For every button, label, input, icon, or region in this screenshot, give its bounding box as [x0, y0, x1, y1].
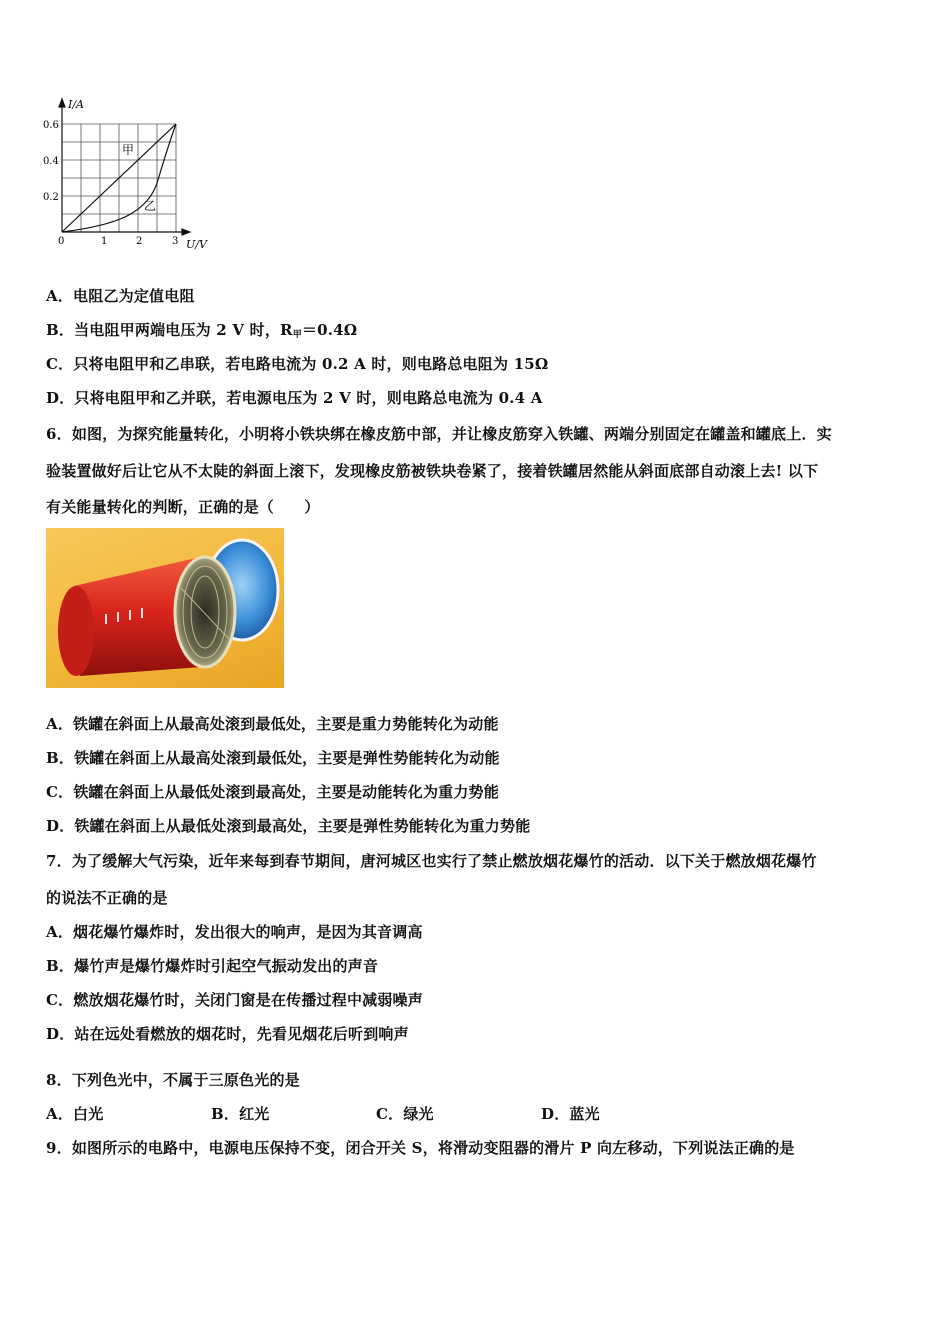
label-jia: 甲 [122, 143, 135, 157]
q5-option-c: C．只将电阻甲和乙串联，若电路电流为 0.2 A 时，则电路总电阻为 15Ω [46, 355, 549, 373]
q5-option-b-subscript: 甲 [292, 330, 302, 340]
y-tick-0.2: 0.2 [43, 192, 59, 203]
q7-stem-line-2: 的说法不正确的是 [46, 889, 168, 907]
x-tick-3: 3 [172, 236, 179, 247]
iron-can-photo [46, 528, 284, 688]
y-tick-0.6: 0.6 [43, 120, 59, 131]
q8-option-c: C．绿光 [376, 1105, 434, 1123]
q5-option-b-text: B．当电阻甲两端电压为 2 V 时，R [46, 321, 293, 339]
q7-option-b: B．爆竹声是爆竹爆炸时引起空气振动发出的声音 [46, 957, 379, 975]
x-tick-0: 0 [58, 236, 65, 247]
x-axis-label: U/V [186, 238, 207, 251]
iron-can-illustration [46, 528, 284, 688]
iu-graph [40, 96, 220, 256]
q5-option-b-tail: ＝0.4Ω [301, 321, 358, 339]
q6-option-b: B．铁罐在斜面上从最高处滚到最低处，主要是弹性势能转化为动能 [46, 749, 500, 767]
y-axis-label: I/A [68, 98, 84, 111]
label-yi: 乙 [144, 199, 157, 213]
y-tick-0.4: 0.4 [43, 156, 59, 167]
q7-option-c: C．燃放烟花爆竹时，关闭门窗是在传播过程中减弱噪声 [46, 991, 423, 1009]
q8-stem: 8．下列色光中，不属于三原色光的是 [46, 1071, 300, 1089]
q5-option-a: A．电阻乙为定值电阻 [46, 287, 195, 305]
can-opening [175, 557, 235, 667]
q6-stem-line-1: 6．如图，为探究能量转化，小明将小铁块绑在橡皮筋中部，并让橡皮筋穿入铁罐、两端分别固定在罐盖和罐底上．实 [46, 425, 832, 443]
x-tick-1: 1 [101, 236, 108, 247]
graph-axes [59, 99, 190, 235]
q6-option-a: A．铁罐在斜面上从最高处滚到最低处，主要是重力势能转化为动能 [46, 715, 499, 733]
q6-stem-line-2: 验装置做好后让它从不太陡的斜面上滚下，发现橡皮筋被铁块卷紧了，接着铁罐居然能从斜面底部自动滚上去! 以下 [46, 462, 819, 480]
q6-option-c: C．铁罐在斜面上从最低处滚到最高处，主要是动能转化为重力势能 [46, 783, 499, 801]
q7-stem-line-1: 7．为了缓解大气污染，近年来每到春节期间，唐河城区也实行了禁止燃放烟花爆竹的活动．以下关于燃放烟花爆竹 [46, 852, 817, 870]
q5-option-d: D．只将电阻甲和乙并联，若电源电压为 2 V 时，则电路总电流为 0.4 A [46, 389, 543, 407]
q6-option-d: D．铁罐在斜面上从最低处滚到最高处，主要是弹性势能转化为重力势能 [46, 817, 531, 835]
q8-option-b: B．红光 [211, 1105, 270, 1123]
q7-option-d: D．站在远处看燃放的烟花时，先看见烟花后听到响声 [46, 1025, 409, 1043]
q8-option-d: D．蓝光 [541, 1105, 600, 1123]
q9-stem: 9．如图所示的电路中，电源电压保持不变，闭合开关 S，将滑动变阻器的滑片 P 向左移动，下列说法正确的是 [46, 1139, 795, 1157]
q8-options [46, 1104, 600, 1124]
q6-stem-line-3: 有关能量转化的判断，正确的是（ ） [46, 498, 320, 516]
q8-option-a: A．白光 [46, 1105, 104, 1123]
q5-option-b [46, 320, 357, 345]
q7-option-a: A．烟花爆竹爆炸时，发出很大的响声，是因为其音调高 [46, 923, 423, 941]
x-tick-2: 2 [136, 236, 143, 247]
